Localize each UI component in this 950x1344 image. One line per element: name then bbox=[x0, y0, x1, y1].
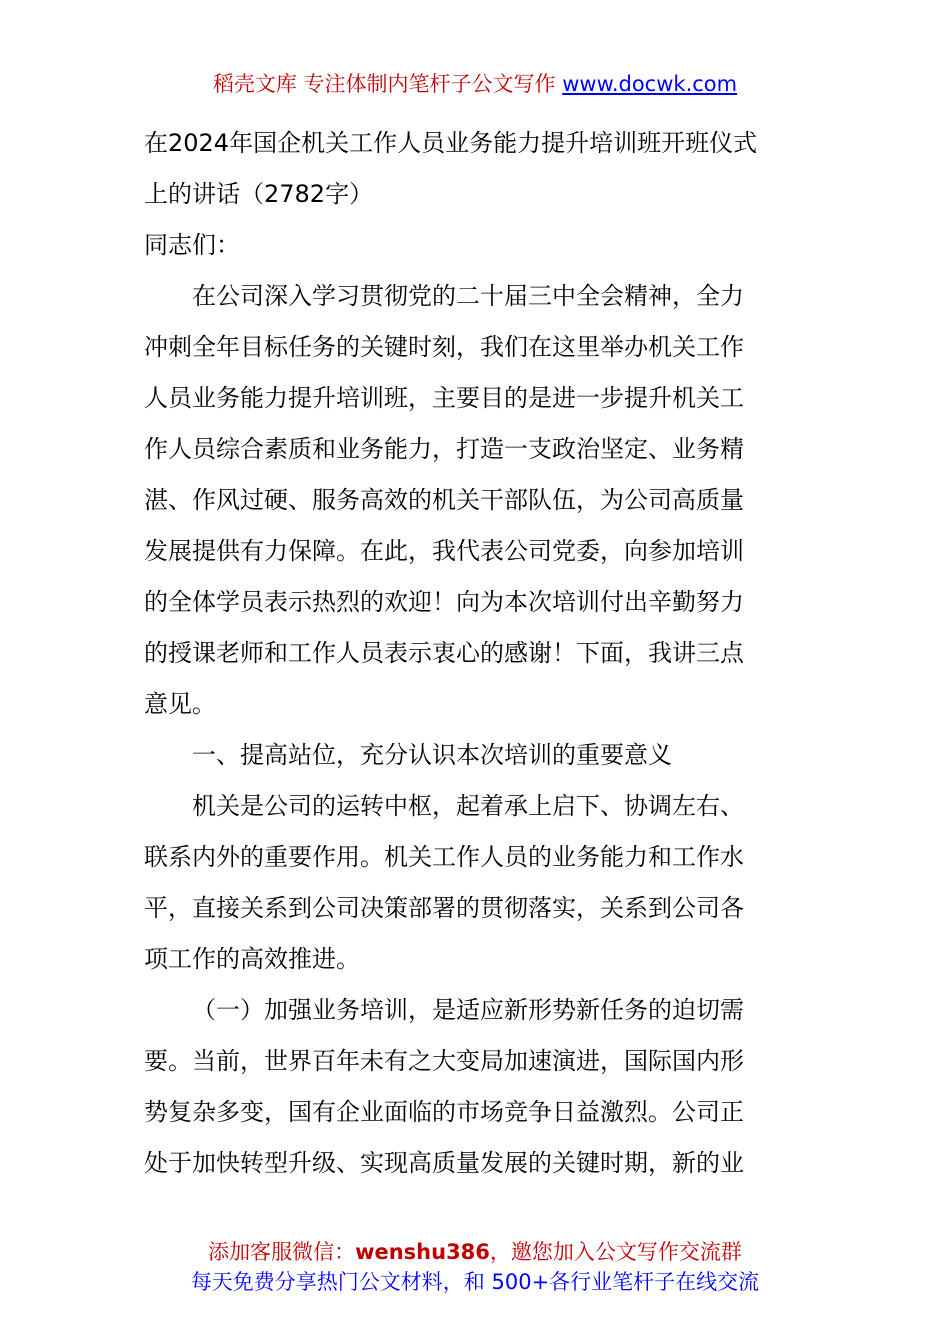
paragraph-line: 发展提供有力保障。在此，我代表公司党委，向参加培训 bbox=[144, 537, 744, 565]
paragraph-line: 处于加快转型升级、实现高质量发展的关键时期，新的业 bbox=[144, 1149, 744, 1177]
wechat-id: wenshu386 bbox=[355, 1240, 490, 1264]
paragraph-line: （一）加强业务培训，是适应新形势新任务的迫切需 bbox=[192, 996, 744, 1024]
section-heading: 一、提高站位，充分认识本次培训的重要意义 bbox=[192, 741, 672, 769]
paragraph-line: 要。当前，世界百年未有之大变局加速演进，国际国内形 bbox=[144, 1047, 744, 1075]
paragraph-line: 的授课老师和工作人员表示衷心的感谢！下面，我讲三点 bbox=[144, 639, 744, 667]
paragraph-line: 项工作的高效推进。 bbox=[144, 945, 360, 973]
watermark-header bbox=[0, 67, 950, 101]
paragraph-line: 平，直接关系到公司决策部署的贯彻落实，关系到公司各 bbox=[144, 894, 744, 922]
paragraph-line: 机关是公司的运转中枢，起着承上启下、协调左右、 bbox=[192, 792, 744, 820]
footer-line-1 bbox=[0, 1237, 950, 1267]
header-link[interactable]: www.docwk.com bbox=[562, 72, 738, 96]
salutation: 同志们： bbox=[144, 231, 240, 259]
paragraph-line: 联系内外的重要作用。机关工作人员的业务能力和工作水 bbox=[144, 843, 744, 871]
paragraph-line: 在公司深入学习贯彻党的二十届三中全会精神，全力 bbox=[192, 282, 744, 310]
watermark-footer bbox=[0, 1237, 950, 1297]
footer-line-2: 每天免费分享热门公文材料，和 500+各行业笔杆子在线交流 bbox=[190, 1270, 760, 1294]
paragraph-line: 冲刺全年目标任务的关键时刻，我们在这里举办机关工作 bbox=[144, 333, 744, 361]
paragraph-line: 势复杂多变，国有企业面临的市场竞争日益激烈。公司正 bbox=[144, 1098, 744, 1126]
document-title-line-1: 在2024年国企机关工作人员业务能力提升培训班开班仪式 bbox=[144, 129, 758, 157]
paragraph-line: 人员业务能力提升培训班，主要目的是进一步提升机关工 bbox=[144, 384, 744, 412]
paragraph-line: 作人员综合素质和业务能力，打造一支政治坚定、业务精 bbox=[144, 435, 744, 463]
footer-prefix: 添加客服微信： bbox=[208, 1240, 356, 1264]
paragraph-line: 的全体学员表示热烈的欢迎！向为本次培训付出辛勤努力 bbox=[144, 588, 744, 616]
header-text: 稻壳文库 专注体制内笔杆子公文写作 bbox=[212, 72, 563, 96]
paragraph-line: 湛、作风过硬、服务高效的机关干部队伍，为公司高质量 bbox=[144, 486, 744, 514]
footer-suffix: ，邀您加入公文写作交流群 bbox=[489, 1240, 742, 1264]
document-title-line-2: 上的讲话（2782字） bbox=[144, 180, 374, 208]
document-body bbox=[144, 118, 808, 1189]
paragraph-line: 意见。 bbox=[144, 690, 216, 718]
